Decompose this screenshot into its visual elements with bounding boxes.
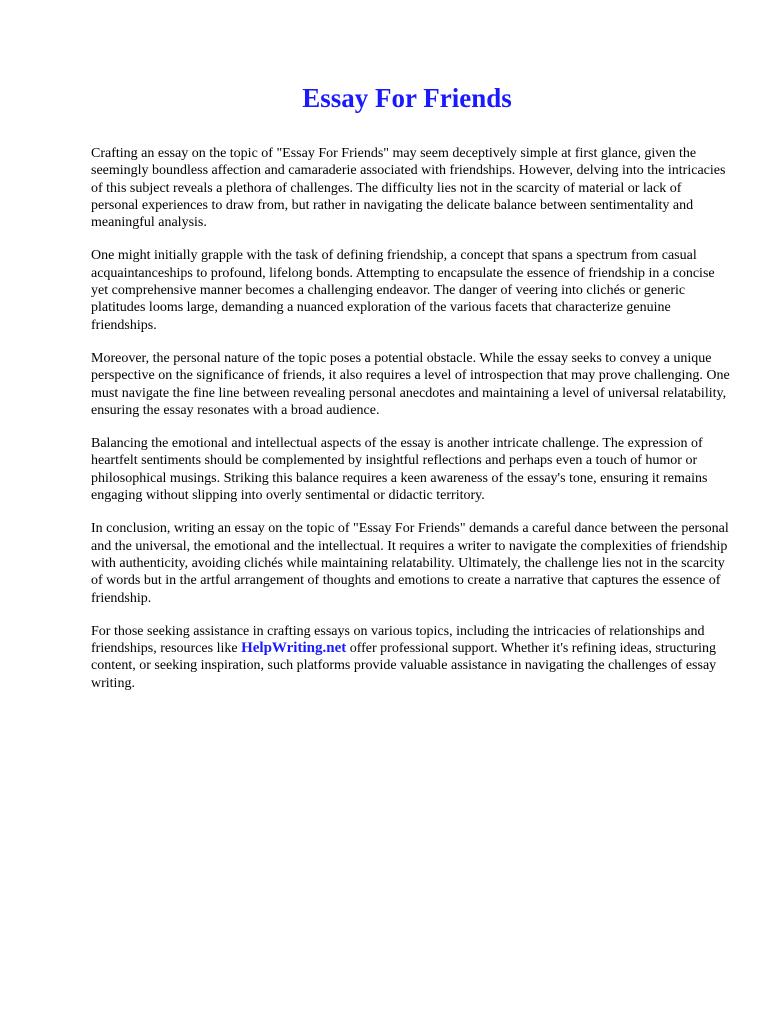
document-body [91, 145, 731, 708]
paragraph-4: Balancing the emotional and intellectual aspects of the essay is another intricate challenge. The expression of heartfelt sentiments should be complemented by insightful reflections and perhaps even a touch of humor or philosophical musings. Striking this balance requires a keen awareness of the essay's tone, ensuring it remains engaging without slipping into overly sentimental or didactic territory. [91, 436, 708, 504]
paragraph-2: One might initially grapple with the task of defining friendship, a concept that spans a spectrum from casual acquaintanceships to profound, lifelong bonds. Attempting to encapsulate the essence of friendship in a concise yet comprehensive manner becomes a challenging endeavor. The danger of veering into clichés or generic platitudes looms large, demanding a nuanced exploration of the various facets that characterize genuine friendships. [91, 248, 715, 333]
paragraph-5: In conclusion, writing an essay on the topic of "Essay For Friends" demands a careful dance between the personal and the universal, the emotional and the intellectual. It requires a writer to navigate the complexities of friendship with authenticity, avoiding clichés while maintaining relatability. Ultimately, the challenge lies not in the scarcity of words but in the artful arrangement of thoughts and emotions to create a narrative that captures the essence of friendship. [91, 521, 729, 606]
paragraph-6-text-after-link: offer professional support. Whether it's refining ideas, structuring content, or seeking inspiration, such platforms provide valuable assistance in navigating the challenges of essay writing. [91, 641, 717, 691]
paragraph-6-text-before-link: For those seeking assistance in crafting essays on various topics, including the intricacies of relationships and friendships, resources like [91, 623, 705, 657]
paragraph-3: Moreover, the personal nature of the topic poses a potential obstacle. While the essay seeks to convey a unique perspective on the significance of friends, it also requires a level of introspection that may prove challenging. One must navigate the fine line between revealing personal anecdotes and maintaining a level of universal relatability, ensuring the essay resonates with a broad audience. [91, 350, 730, 418]
helpwriting-link[interactable]: HelpWriting.net [241, 640, 347, 657]
document-title: Essay For Friends [302, 83, 512, 113]
paragraph-1: Crafting an essay on the topic of "Essay For Friends" may seem deceptively simple at first glance, given the seemingly boundless affection and camaraderie associated with friendships. However, delving into the intricacies of this subject reveals a plethora of challenges. The difficulty lies not in the scarcity of material or lack of personal experiences to draw from, but rather in navigating the delicate balance between sentimentality and meaningful analysis. [91, 146, 726, 231]
paragraph-6 [91, 623, 731, 692]
